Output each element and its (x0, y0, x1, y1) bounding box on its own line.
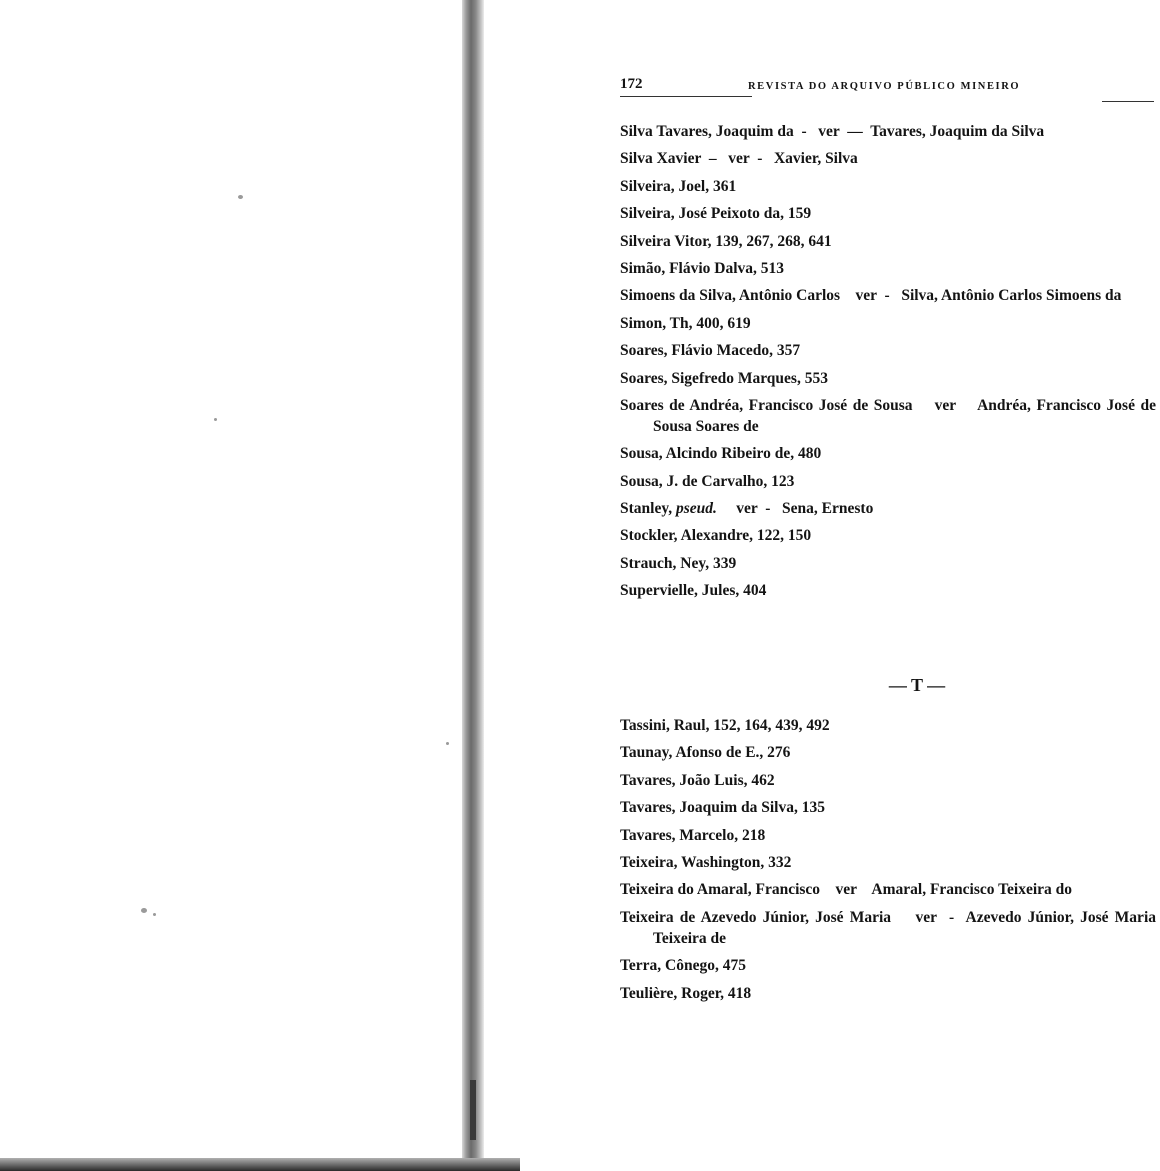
index-entry: Taunay, Afonso de E., 276 (620, 744, 791, 762)
index-entry: Simão, Flávio Dalva, 513 (620, 259, 785, 277)
index-entry: Tavares, Marcelo, 218 (620, 826, 766, 844)
index-entry: Simon, Th, 400, 619 (620, 314, 751, 332)
index-entry: Strauch, Ney, 339 (620, 554, 737, 572)
page-number: 172 (620, 76, 643, 92)
page-number-rule (620, 96, 752, 97)
index-entry: Soares, Sigefredo Marques, 553 (620, 369, 828, 387)
paper-speck (153, 913, 156, 916)
index-entry: Stockler, Alexandre, 122, 150 (620, 527, 812, 545)
index-entry: Teulière, Roger, 418 (620, 984, 752, 1002)
gutter-binding-mark (470, 1080, 476, 1140)
entry-reference: ver - Sena, Ernesto (716, 500, 874, 518)
header-rule (1102, 101, 1154, 102)
index-entry: Silveira, Joel, 361 (620, 177, 737, 195)
index-entry: Teixeira, Washington, 332 (620, 853, 792, 871)
left-blank-page (0, 0, 462, 1171)
index-entry: Sousa, J. de Carvalho, 123 (620, 472, 795, 490)
index-entry: Silveira, José Peixoto da, 159 (620, 205, 812, 223)
index-entry: Silveira Vitor, 139, 267, 268, 641 (620, 232, 832, 250)
index-entry: Silva Xavier – ver - Xavier, Silva (620, 150, 858, 168)
book-gutter (462, 0, 484, 1171)
index-entry: Sousa, Alcindo Ribeiro de, 480 (620, 445, 822, 463)
journal-title: REVISTA DO ARQUIVO PÚBLICO MINEIRO (748, 81, 1021, 92)
bottom-edge-shadow (0, 1158, 520, 1171)
entry-name: Stanley, (620, 500, 676, 518)
paper-speck (238, 195, 243, 199)
index-entry: Terra, Cônego, 475 (620, 957, 746, 975)
index-entry: Teixeira de Azevedo Júnior, José Maria ver - Azevedo Júnior, José Maria Teixeira de (620, 908, 1160, 947)
index-entry-stanley (620, 498, 1156, 519)
index-entry: Tavares, João Luis, 462 (620, 771, 775, 789)
paper-speck (141, 908, 147, 913)
index-entry: Supervielle, Jules, 404 (620, 582, 767, 600)
pseud-abbrev: pseud. (675, 500, 717, 518)
index-entry: Soares de Andréa, Francisco José de Sousa ver Andréa, Francisco José de Sousa Soares de (620, 396, 1160, 435)
index-entry: Tavares, Joaquim da Silva, 135 (620, 799, 825, 817)
index-entry: Simoens da Silva, Antônio Carlos ver - Silva, Antônio Carlos Simoens da (620, 287, 1122, 305)
index-entry: Tassini, Raul, 152, 164, 439, 492 (620, 717, 830, 734)
paper-speck (214, 418, 217, 421)
index-entry: Teixeira do Amaral, Francisco ver Amaral, Francisco Teixeira do (620, 881, 1073, 899)
index-page (484, 0, 1160, 1171)
section-heading-t: — T — (888, 675, 946, 695)
index-section-t (620, 715, 1160, 1010)
paper-speck (446, 742, 449, 745)
index-entry: Soares, Flávio Macedo, 357 (620, 342, 801, 360)
index-entry: Silva Tavares, Joaquim da - ver — Tavares, Joaquim da Silva (620, 123, 1045, 140)
running-head (620, 74, 1140, 100)
index-section-s (620, 121, 1160, 608)
